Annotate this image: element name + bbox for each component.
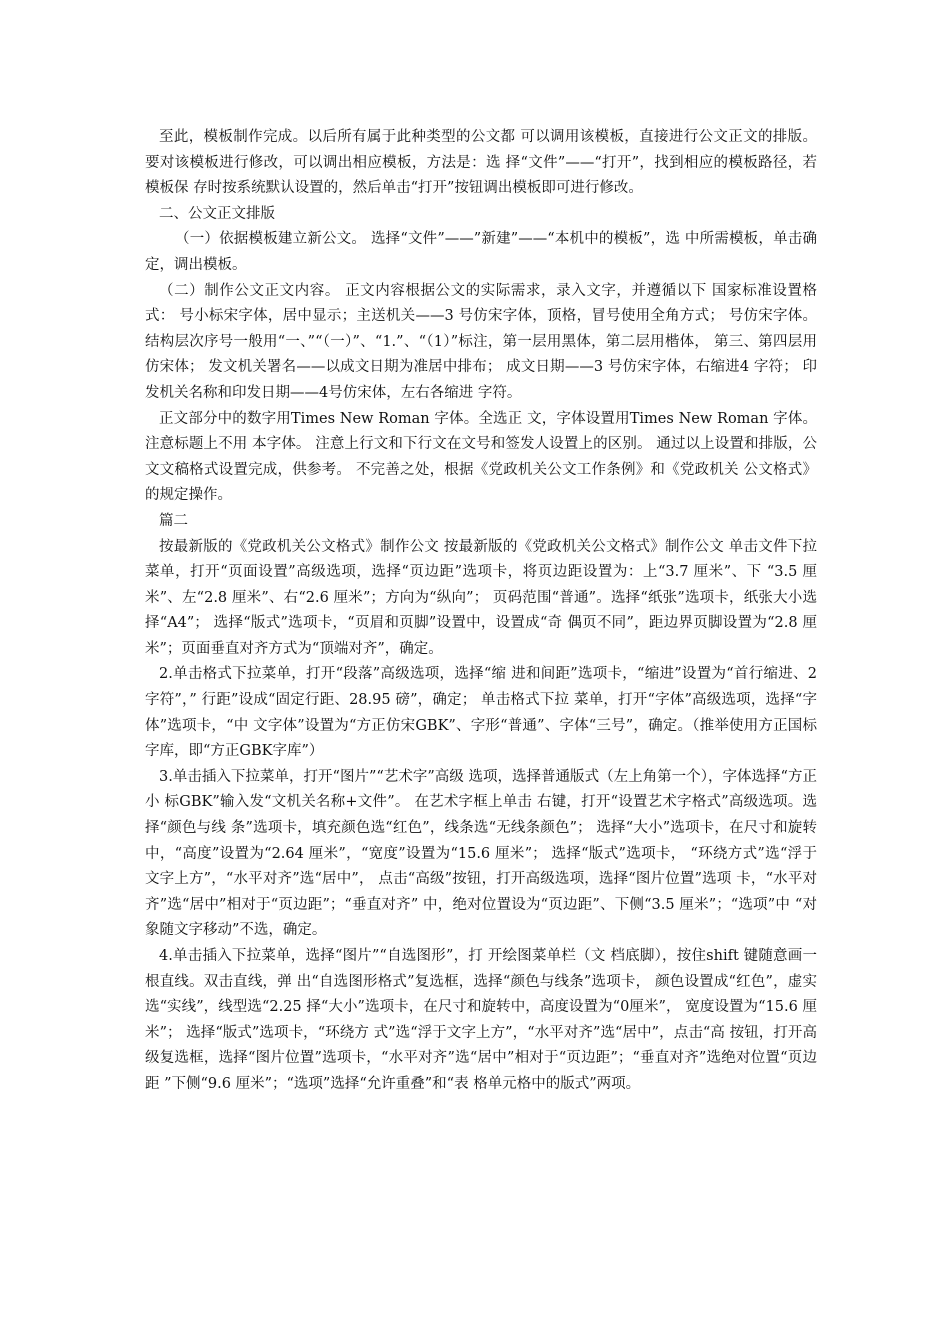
paragraph-template-complete: 至此，模板制作完成。以后所有属于此种类型的公文都 可以调用该模板，直接进行公文正文的排版。 要对该模板进行修改，可以调出相应模板，方法是：选 择“文件”——“打开”，找到相应的模板路径，若模板保 存时按系统默认设置的，然后单击“打开”按钮调出模板即可进行修改。 xyxy=(145,129,817,197)
paragraph-page-setup: 按最新版的《党政机关公文格式》制作公文 按最新版的《党政机关公文格式》制作公文 单击文件下拉菜单，打开“页面设置”高级选项，选择“页边距”选项卡，将页边距设置为：上“3.7 厘米”、下 “3.5 厘米”、左“2.8 厘米”、右“2.6 厘米”；方向为“纵向”； 页码范围“普通”。选择“纸张”选项卡，纸张大小选择“A4”； 选择“版式”选项卡，“页眉和页脚”设置中，设置成“奇 偶页不同”，距边界页脚设置为“2.8 厘米”；页面垂直对齐方式为“顶端对齐”，确定。 xyxy=(145,538,817,657)
paragraph-number-font: 正文部分中的数字用Times New Roman 字体。全选正 文，字体设置用Times New Roman 字体。注意标题上不用 本字体。 注意上行文和下行文在文号和签发人设置上的区别。 通过以上设置和排版，公文文稿格式设置完成，供参考。 不完善之处，根据《党政机关公文工作条例》和《党政机关 公文格式》的规定操作。 xyxy=(145,410,817,504)
paragraph-step-4-line: 4.单击插入下拉菜单，选择“图片”“自选图形”，打 开绘图菜单栏（文 档底脚），按住shift 键随意画一根直线。双击直线，弹 出“自选图形格式”复选框，选择“颜色与线条”选项卡， 颜色设置成“红色”，虚实选“实线”，线型选“2.25 择“大小”选项卡，在尺寸和旋转中，高度设置为“0厘米”， 宽度设置为“15.6 厘米”； 选择“版式”选项卡，“环绕方 式”选“浮于文字上方”，“水平对齐”选“居中”，点击“高 按钮，打开高级复选框，选择“图片位置”选项卡，“水平对齐”选“居中”相对于“页边距”；“垂直对齐”选绝对位置“页边距 ”下侧“9.6 厘米”；“选项”选择“允许重叠”和“表 格单元格中的版式”两项。 xyxy=(145,948,817,1092)
paragraph-step-2-format: 2.单击格式下拉菜单，打开“段落”高级选项，选择“缩 进和间距”选项卡，“缩进”设置为“首行缩进、2 字符”，” 行距”设成“固定行距、28.95 磅”，确定； 单击格式下拉 菜单，打开“字体”高级选项，选择“字体”选项卡，“中 文字体”设置为“方正仿宋GBK”、字形“普通”、字体“三号”，确定。（推举使用方正国标字库，即“方正GBK字库”） xyxy=(145,666,817,760)
paragraph-create-new-document: （一）依据模板建立新公文。 选择“文件”——”新建”——“本机中的模板”，选 中所需模板，单击确定，调出模板。 xyxy=(145,231,817,273)
section-heading-part-two: 篇二 xyxy=(159,512,188,529)
section-heading-body-layout: 二、公文正文排版 xyxy=(159,205,275,222)
paragraph-step-3-wordart: 3.单击插入下拉菜单，打开“图片”“艺术字”高级 选项，选择普通版式（左上角第一个），字体选择“方正小 标GBK”输入发“文机关名称+文件”。 在艺术字框上单击 右键，打开“设置艺术字格式”高级选项。选择“颜色与线 条”选项卡，填充颜色选“红色”，线条选“无线条颜色”； 选择“大小”选项卡，在尺寸和旋转中，“高度”设置为“2.64 厘米”，“宽度”设置为“15.6 厘米”； 选择“版式”选项卡， “环绕方式”选“浮于文字上方”，“水平对齐”选“居中”， 点击“高级”按钮，打开高级选项，选择“图片位置”选项 卡，“水平对齐”选“居中”相对于“页边距”；“垂直对齐” 中，绝对位置设为“页边距”、下侧“3.5 厘米”；“选项”中 “对象随文字移动”不选，确定。 xyxy=(145,768,817,939)
paragraph-body-content: （二）制作公文正文内容。 正文内容根据公文的实际需求，录入文字，并遵循以下 国家标准设置格式： 号小标宋字体，居中显示；主送机关——3 号仿宋字体，顶格，冒号使用全角方式； 号仿宋字体。结构层次序号一般用“一、”“（一）”、“1.”、“（1）”标注，第一层用黑体，第二层用楷体， 第三、第四层用仿宋体； 发文机关署名——以成文日期为准居中排布； 成文日期——3 号仿宋字体，右缩进4 字符； 印发机关名称和印发日期——4号仿宋体，左右各缩进 字符。 xyxy=(145,282,817,401)
document-body xyxy=(145,125,817,1098)
